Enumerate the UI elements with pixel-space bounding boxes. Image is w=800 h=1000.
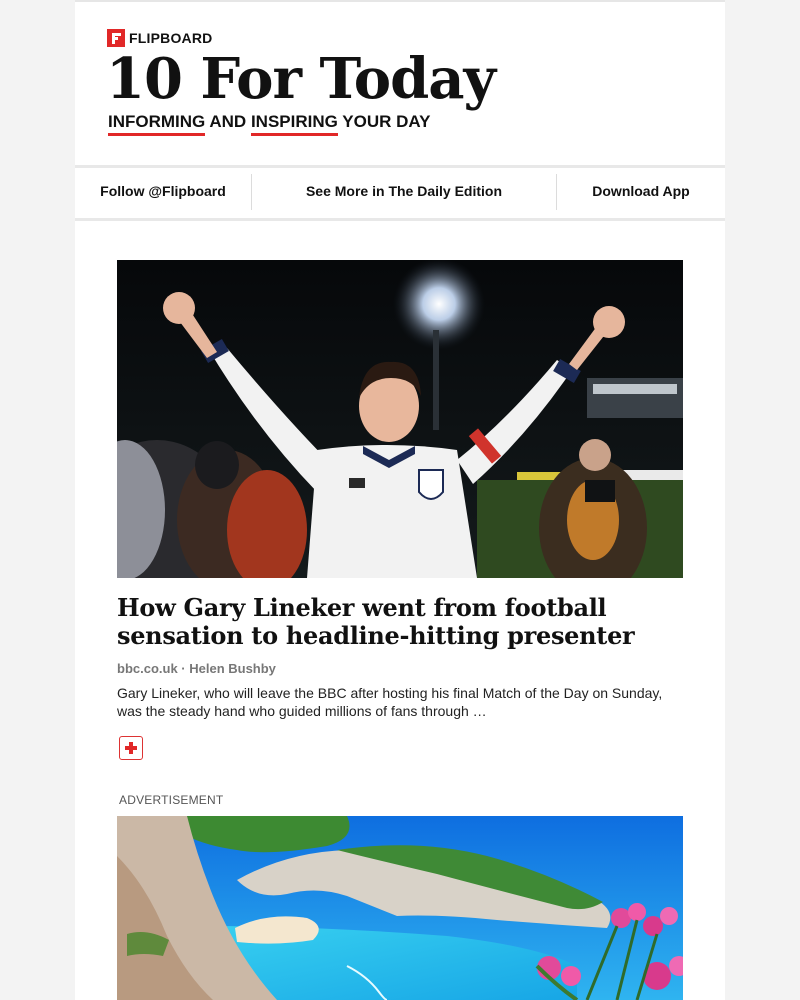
top-strip bbox=[75, 0, 725, 2]
follow-link[interactable]: Follow @Flipboard bbox=[100, 183, 226, 199]
article-source: bbc.co.uk · Helen Bushby bbox=[117, 661, 276, 676]
tagline-word-inspiring: INSPIRING bbox=[251, 112, 338, 136]
advertisement-label: ADVERTISEMENT bbox=[119, 793, 224, 807]
flipboard-logo-icon bbox=[107, 29, 125, 47]
tagline bbox=[108, 112, 430, 132]
article-headline[interactable]: How Gary Lineker went from football sensation to headline-hitting presenter bbox=[117, 593, 635, 650]
download-app-link[interactable]: Download App bbox=[592, 183, 690, 199]
ad-illustration bbox=[117, 816, 683, 1000]
flip-plus-icon[interactable] bbox=[119, 736, 143, 760]
tagline-word-your-day: YOUR DAY bbox=[337, 112, 431, 131]
brand-name: FLIPBOARD bbox=[129, 30, 213, 46]
brand[interactable] bbox=[107, 29, 212, 47]
hero-illustration bbox=[117, 260, 683, 578]
nav-bar bbox=[75, 168, 725, 218]
newsletter-card bbox=[75, 0, 725, 1000]
daily-edition-link[interactable]: See More in The Daily Edition bbox=[305, 183, 503, 199]
tagline-word-and: AND bbox=[205, 112, 251, 131]
article-excerpt: Gary Lineker, who will leave the BBC after hosting his final Match of the Day on Sunday, was the steady hand who guided millions of fans through … bbox=[117, 685, 663, 719]
ad-image[interactable] bbox=[117, 816, 683, 1000]
page-title: 10 For Today bbox=[106, 46, 496, 112]
tagline-word-informing: INFORMING bbox=[108, 112, 205, 136]
article-hero-image[interactable] bbox=[117, 260, 683, 578]
nav-border-bottom bbox=[75, 218, 725, 221]
